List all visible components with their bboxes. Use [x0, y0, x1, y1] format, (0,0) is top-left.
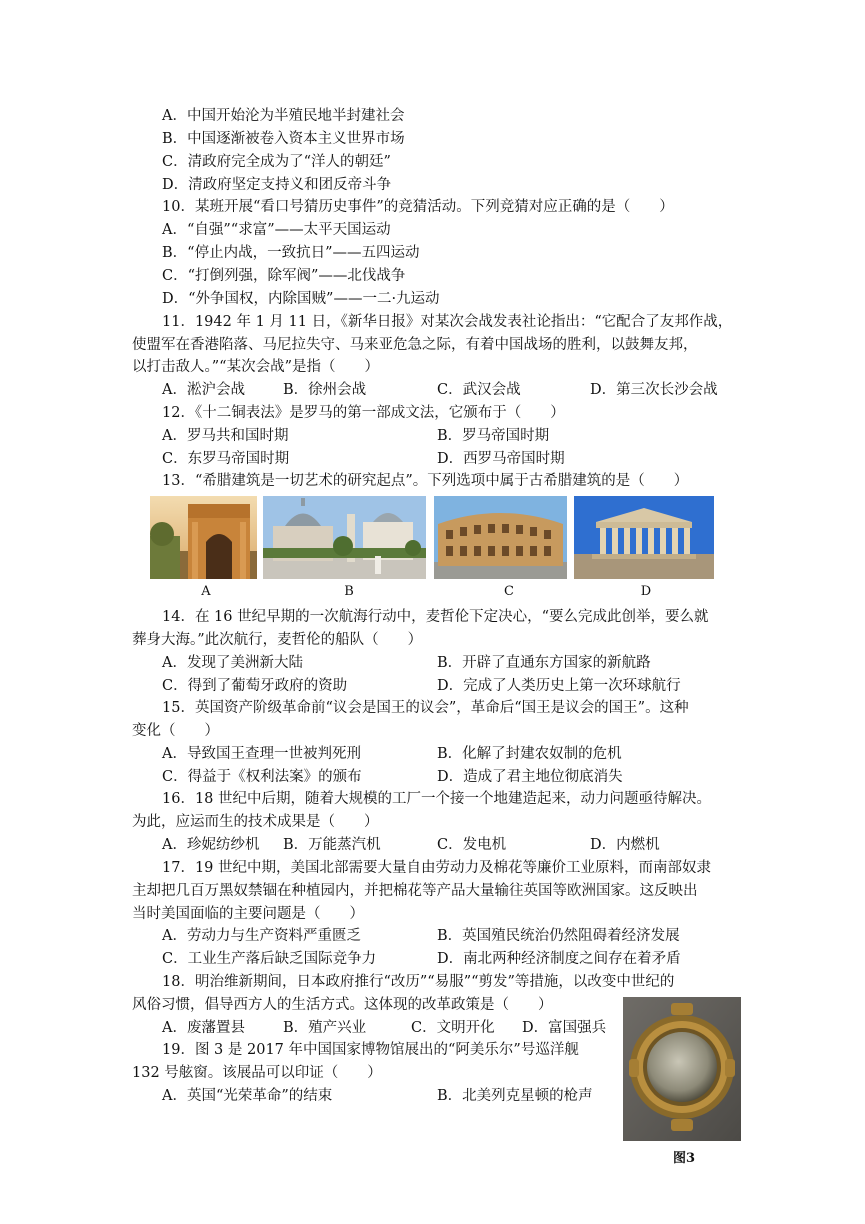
q10-stem: 10．某班开展“看口号猜历史事件”的竞猜活动。下列竞猜对应正确的是（ ）	[162, 199, 674, 215]
q17-stem-line2: 主却把几百万黑奴禁锢在种植园内，并把棉花等产品大量输往英国等欧洲国家。这反映出	[132, 883, 698, 899]
q14-option-b: B．开辟了直通东方国家的新航路	[437, 655, 651, 671]
q9-option-c: C．清政府完全成为了“洋人的朝廷”	[162, 154, 391, 170]
q16-stem-line1: 16．18 世纪中后期，随着大规模的工厂一个接一个地建造起来，动力问题亟待解决。	[162, 791, 712, 807]
q11-option-b: B．徐州会战	[283, 382, 367, 398]
q18-stem-line1: 18．明治维新期间，日本政府推行“改历”“易服”“剪发”等措施，以改变中世纪的	[162, 974, 675, 990]
q13-photo-b-domed-church	[263, 496, 426, 579]
q14-option-a: A．发现了美洲新大陆	[162, 655, 303, 671]
q16-stem-line2: 为此，应运而生的技术成果是（ ）	[132, 814, 379, 830]
q11-option-d: D．第三次长沙会战	[590, 382, 718, 398]
q11-stem-line2: 使盟军在香港陷落、马尼拉失守、马来亚危急之际，有着中国战场的胜利，以鼓舞友邦，	[132, 337, 698, 353]
q13-stem: 13．“希腊建筑是一切艺术的研究起点”。下列选项中属于古希腊建筑的是（ ）	[162, 473, 689, 489]
q11-stem-line3: 以打击敌人。”“某次会战”是指（ ）	[132, 359, 379, 375]
q18-stem-line2: 风俗习惯，倡导西方人的生活方式。这体现的改革政策是（ ）	[132, 997, 553, 1013]
q19-option-b: B．北美列克星顿的枪声	[437, 1088, 593, 1104]
q14-option-c: C．得到了葡萄牙政府的资助	[162, 678, 348, 694]
q17-stem-line3: 当时美国面临的主要问题是（ ）	[132, 906, 364, 922]
figure-3-porthole-photo	[623, 997, 741, 1141]
q9-option-b: B．中国逐渐被卷入资本主义世界市场	[162, 131, 405, 147]
q12-option-c: C．东罗马帝国时期	[162, 451, 290, 467]
q18-option-a: A．废藩置县	[162, 1020, 245, 1036]
q13-photo-a-triumphal-arch	[150, 496, 257, 579]
q16-option-d: D．内燃机	[590, 837, 660, 853]
q15-option-a: A．导致国王查理一世被判死刑	[162, 746, 361, 762]
q17-option-b: B．英国殖民统治仍然阻碍着经济发展	[437, 928, 680, 944]
q13-label-c: C	[504, 584, 514, 599]
q11-option-a: A．淞沪会战	[162, 382, 245, 398]
q14-option-d: D．完成了人类历史上第一次环球航行	[437, 678, 681, 694]
q16-option-c: C．发电机	[437, 837, 507, 853]
q17-stem-line1: 17．19 世纪中期，美国北部需要大量自由劳动力及棉花等廉价工业原料，而南部奴隶	[162, 860, 712, 876]
q11-option-c: C．武汉会战	[437, 382, 521, 398]
q13-photo-d-parthenon	[574, 496, 714, 579]
q15-option-c: C．得益于《权利法案》的颁布	[162, 769, 362, 785]
q12-option-b: B．罗马帝国时期	[437, 428, 550, 444]
q12-option-a: A．罗马共和国时期	[162, 428, 289, 444]
q18-option-d: D．富国强兵	[522, 1020, 607, 1036]
q10-option-a: A．“自强”“求富”——太平天国运动	[162, 222, 391, 238]
q16-option-b: B．万能蒸汽机	[283, 837, 381, 853]
q13-label-d: D	[640, 584, 652, 599]
q18-option-c: C．文明开化	[411, 1020, 495, 1036]
q12-option-d: D．西罗马帝国时期	[437, 451, 565, 467]
q15-stem-line2: 变化（ ）	[132, 723, 219, 739]
q17-option-c: C．工业生产落后缺乏国际竞争力	[162, 951, 377, 967]
q13-photo-c-colosseum	[434, 496, 567, 579]
q10-option-c: C．“打倒列强，除军阀”——北伐战争	[162, 268, 406, 284]
q17-option-a: A．劳动力与生产资料严重匮乏	[162, 928, 361, 944]
q19-option-a: A．英国“光荣革命”的结束	[162, 1088, 333, 1104]
q15-stem-line1: 15．英国资产阶级革命前“议会是国王的议会”，革命后“国王是议会的国王”。这种	[162, 700, 689, 716]
q15-option-b: B．化解了封建农奴制的危机	[437, 746, 622, 762]
q9-option-d: D．清政府坚定支持义和团反帝斗争	[162, 177, 392, 193]
q18-option-b: B．殖产兴业	[283, 1020, 367, 1036]
q13-label-a: A	[201, 584, 211, 599]
q9-option-a: A．中国开始沦为半殖民地半封建社会	[162, 108, 405, 124]
q19-stem-line2: 132 号舷窗。该展品可以印证（ ）	[132, 1065, 382, 1081]
q16-option-a: A．珍妮纺纱机	[162, 837, 260, 853]
q15-option-d: D．造成了君主地位彻底消失	[437, 769, 623, 785]
figure-3-caption: 图3	[673, 1151, 696, 1166]
q14-stem-line1: 14．在 16 世纪早期的一次航海行动中，麦哲伦下定决心，“要么完成此创举，要么就	[162, 609, 709, 625]
q12-stem: 12．《十二铜表法》是罗马的第一部成文法，它颁布于（ ）	[162, 405, 565, 421]
q17-option-d: D．南北两种经济制度之间存在着矛盾	[437, 951, 681, 967]
q10-option-b: B．“停止内战，一致抗日”——五四运动	[162, 245, 420, 261]
q11-stem-line1: 11．1942 年 1 月 11 日，《新华日报》对某次会战发表社论指出：“它配合了友邦作战，	[162, 314, 733, 330]
q14-stem-line2: 葬身大海。”此次航行，麦哲伦的船队（ ）	[132, 632, 423, 648]
q19-stem-line1: 19．图 3 是 2017 年中国国家博物馆展出的“阿美乐尔”号巡洋舰	[162, 1042, 579, 1058]
q10-option-d: D．“外争国权，内除国贼”——一二·九运动	[162, 291, 440, 307]
q13-label-b: B	[344, 584, 354, 599]
